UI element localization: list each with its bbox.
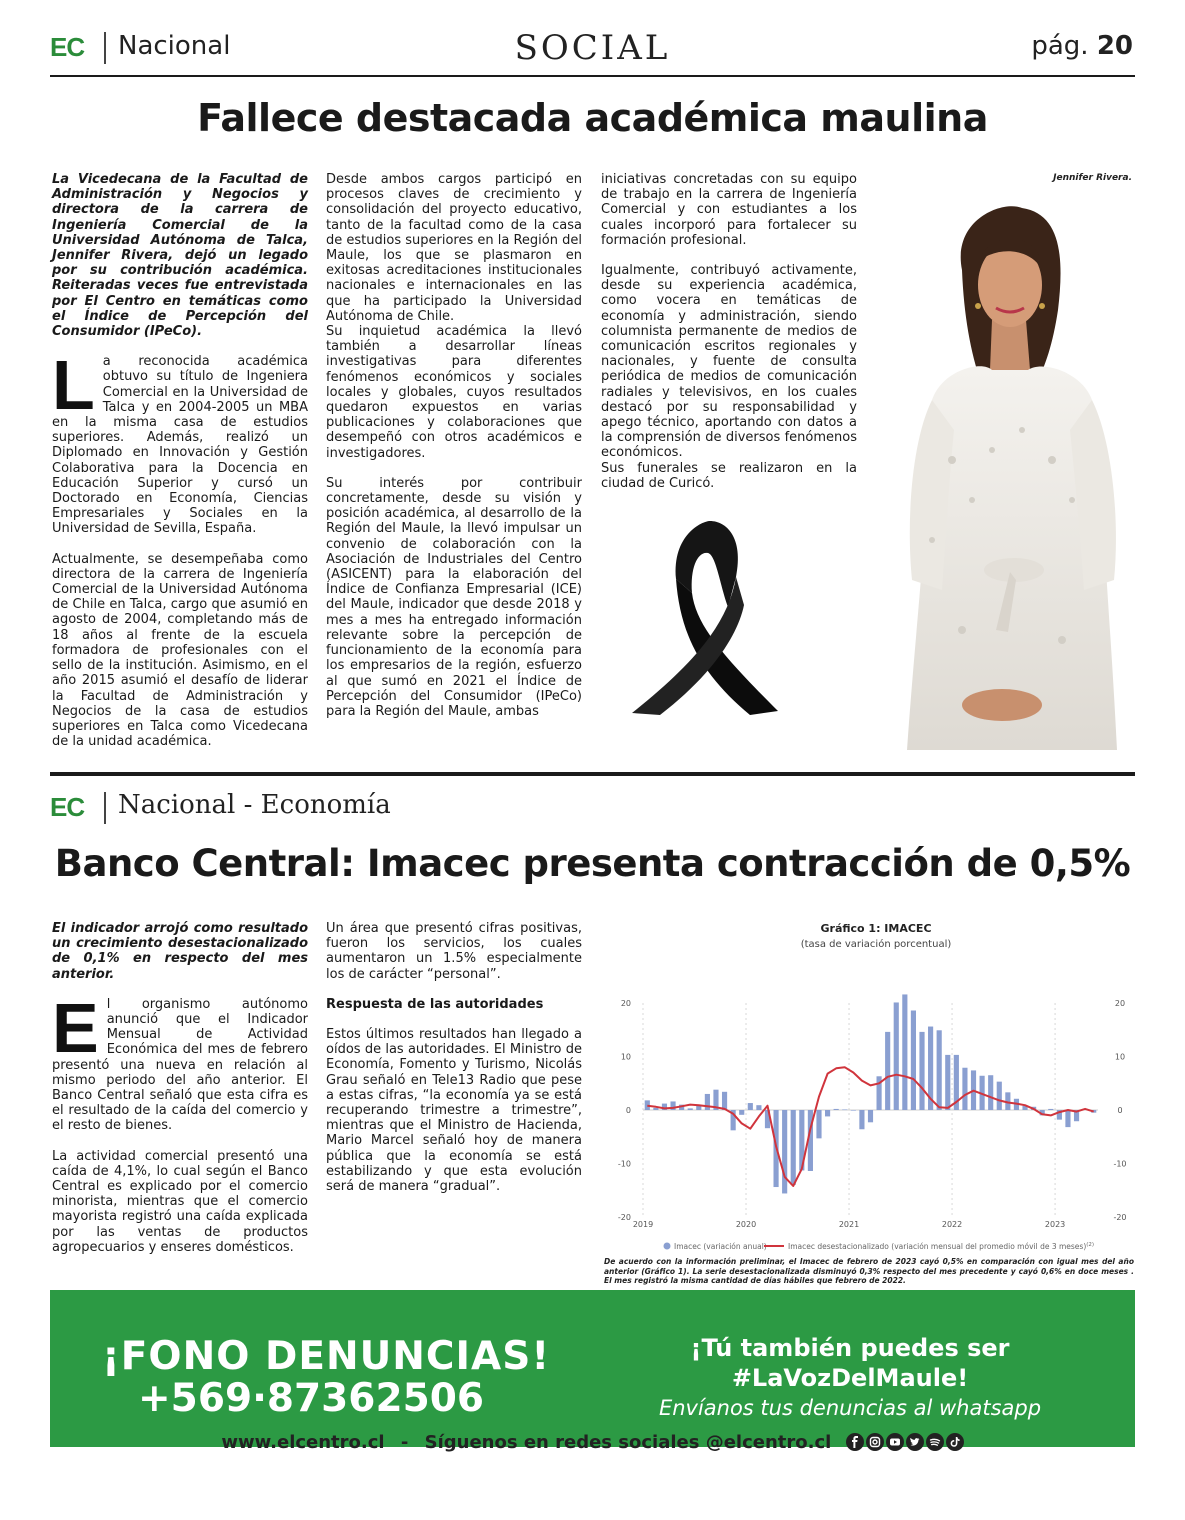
header-rule [50,75,1135,77]
chart-legend [664,1242,1095,1251]
chart-bar [739,1110,744,1115]
page-number: 20 [1096,31,1133,61]
banner-phone[interactable]: +569·87362506 [138,1376,484,1421]
chart-title: Gráfico 1: IMACEC [820,922,932,935]
article2-col1-p2: La actividad comercial presentó una caída de 4,1%, lo cual según el Banco Central es explicado por el comercio minorista, mientras que el comercio mayorista registró una caída explicada por las ventas de productos agropecuarios y enseres domésticos. [52,1148,308,1255]
article1-col1-p2: Actualmente, se desempeñaba como directora de la carrera de Ingeniería Comercial de la Universidad Autónoma de Chile en Talca, cargo que asumió en agosto de 2004, completando más de 18 años al frente de la escuela formadora de profesionales con el sello de la institución. Asimismo, en el año 2015 asumió el desafío de liderar la Facultad de Administración y Negocios de la casa de estudios superiores en Talca como Vicedecana de la unidad académica. [52,551,308,750]
chart-xtick: 2022 [941,1220,963,1229]
chart-bar [653,1108,658,1110]
chart-bar [962,1068,967,1110]
chart-bar [919,1032,924,1110]
article2-lead: El indicador arrojó como resultado un crecimiento desestacionalizado de 0,1% en respecto del mes anterior. [52,921,308,982]
chart-ytick-left: -20 [617,1213,631,1222]
chart-bar [1048,1109,1053,1110]
page-number-block [1031,31,1133,61]
footer-social-icons [846,1433,964,1451]
brand-letter-e: E [50,32,67,62]
chart-ytick-right: -20 [1113,1213,1127,1222]
chart-ytick-left: 0 [625,1106,631,1115]
imacec-chart [598,915,1135,1255]
article2-col2-subhead: Respuesta de las autoridades [326,996,544,1012]
article1-dropcap: L [52,346,95,425]
article2-col1-p1: l organismo autónomo anunció que el Indicador Mensual de Actividad Económica del mes de febrero presentó una nueva en relación al mismo periodo del año anterior. El Banco Central señaló que esta cifra es el resultado de la caída del comercio y el resto de bienes. [52,996,308,1134]
chart-bar [816,1110,821,1138]
article1-col2-p2: Su inquietud académica la llevó también a desarrollar líneas investigativas para diferentes fenómenos económicos y sociales locales y globales, cuyos resultados quedaron expuestos en varias publicaciones y colaboraciones que desempeñó con otros académicos e investigadores. [326,324,582,461]
article2-column-2 [326,921,582,1194]
banner-right-line1: ¡Tú también puedes ser [690,1334,1010,1362]
chart-xtick: 2019 [632,1220,654,1229]
chart-bar [911,1010,916,1110]
legend-line-label [788,1242,1094,1251]
legend-bar-marker [664,1243,671,1250]
chart-bar [937,1030,942,1110]
chart-bar [705,1094,710,1110]
chart-xtick: 2021 [838,1220,860,1229]
section-label: Nacional [118,31,231,61]
chart-ytick-right: 0 [1117,1106,1123,1115]
legend-line-sup: (2) [1086,1242,1095,1248]
chart-xtick: 2023 [1044,1220,1066,1229]
article2-column-1 [52,921,308,1255]
whatsapp-banner [50,1290,1135,1447]
footer [0,1432,1185,1453]
chart-bar [868,1110,873,1122]
article1-headline: Fallece destacada académica maulina [197,96,988,140]
photo-caption: Jennifer Rivera. [1053,173,1132,183]
chart-ytick-right: -10 [1113,1159,1127,1169]
article1-column-2 [326,172,582,719]
chart-bar [842,1109,847,1110]
chart-bar [756,1105,761,1110]
chart-bar [945,1055,950,1110]
mourning-ribbon-icon [632,515,778,715]
spotify-icon[interactable] [926,1433,944,1451]
article1-col3-p2: Igualmente, contribuyó activamente, desde su experiencia académica, como vocera en temáticas de economía y administración, siendo columnista permanente de medios de comunicación escritos regionales y nacionales, y fuente de consulta periódica de medios de comunicación radiales y televisivos, en los cuales destacó por su responsabilidad y apego técnico, aportando con datos a la comprensión de diversos fenómenos económicos. [601,263,857,461]
legend-bar-label: Imacec (variación anual) [674,1242,767,1251]
chart-bar [834,1109,839,1110]
article1-column-3 [601,172,857,491]
tiktok-icon[interactable] [946,1433,964,1451]
instagram-icon[interactable] [866,1433,884,1451]
chart-bar [688,1108,693,1110]
chart-bar [825,1110,830,1116]
chart-bar [782,1110,787,1193]
chart-bar [894,1002,899,1110]
chart-bar [997,1082,1002,1110]
chart-ytick-left: 10 [620,1052,631,1062]
banner-hashtag[interactable]: #LaVozDelMaule! [731,1364,969,1392]
chart-bar [851,1110,856,1111]
article1-col1-p1: a reconocida académica obtuvo su título de Ingeniera Comercial en la Universidad de Talca y en 2004-2005 un MBA en la misma casa de estudios superiores. Además, realizó un Diplomado en Innovación y Gestión Colaborativa para la Docencia en Educación Superior y cursó un Doctorado en Economía, Ciencias Empresariales y Sociales en la Universidad de Sevilla, España. [52,354,308,537]
chart-ytick-right: 10 [1114,1052,1126,1062]
chart-xtick: 2020 [735,1220,757,1229]
twitter-icon[interactable] [906,1433,924,1451]
facebook-icon[interactable] [846,1433,864,1451]
article2-dropcap: E [52,988,99,1067]
article2-col2-p2: Estos últimos resultados han llegado a oídos de las autoridades. El Ministro de Economía, Fomento y Turismo, Nicolás Grau señaló en Tele13 Radio que pese a estas cifras, “la economía ya se está recuperando trimestre a trimestre”, mientras que el Ministro de Hacienda, Mario Marcel señaló hoy de manera pública que la economía se está estabilizando y que esta evolución será de manera “gradual”. [326,1027,582,1195]
chart-ytick-left: 20 [620,999,631,1008]
article2-headline: Banco Central: Imacec presenta contracción de 0,5% [54,842,1131,885]
article1-paragraph [52,346,308,537]
article1-col3-p1: iniciativas concretadas con su equipo de trabajo en la carrera de Ingeniería Comercial y con estudiantes a los cuales incorporó para fortalecer su formación profesional. [601,172,857,248]
chart-caption: De acuerdo con la información preliminar, el Imacec de febrero de 2023 cayó 0,5% en comparación con igual mes del año anterior (Gráfico 1). La serie desestacionalizada disminuyó 0,3% respecto del mes precedente y cayó 0,6% en doce meses . El mes registró la misma cantidad de días hábiles que febrero de 2022. [604,1257,1134,1286]
chart-ytick-right: 20 [1114,999,1126,1008]
banner-right-line3: Envíanos tus denuncias al whatsapp [658,1396,1042,1420]
section2-separator [104,792,106,824]
section-divider [50,772,1135,776]
article1-col3-p3: Sus funerales se realizaron en la ciudad de Curicó. [601,460,857,491]
footer-website-link[interactable]: www.elcentro.cl [221,1432,385,1453]
section2-label: Nacional - Economía [118,790,391,820]
brand-letter-c: C [66,32,85,62]
youtube-icon[interactable] [886,1433,904,1451]
article1-col2-p1: Desde ambos cargos participó en procesos claves de crecimiento y consolidación del proyecto educativo, tanto de la facultad como de la casa de estudios superiores en la Región del Maule, los que se plasmaron en exitosas acreditaciones institucionales nacionales e internacionales en las que ha participado la Universidad Autónoma de Chile. [326,172,582,324]
footer-social-text: Síguenos en redes sociales @elcentro.cl [424,1432,832,1453]
portrait-photo [892,200,1132,750]
legend-line-text: Imacec desestacionalizado (variación mensual del promedio móvil de 3 meses) [788,1242,1087,1251]
chart-bar [722,1092,727,1110]
article2-paragraph [52,988,308,1134]
chart-subtitle: (tasa de variación porcentual) [800,939,952,950]
center-title: SOCIAL [514,28,671,68]
chart-series-line [647,1067,1093,1186]
page-prefix: pág. [1031,31,1089,61]
chart-bar [988,1075,993,1110]
chart-bar [1065,1110,1070,1127]
chart-ytick-left: -10 [617,1159,631,1169]
footer-sep: - [400,1432,409,1453]
brand-letter-c: C [66,792,85,822]
article1-col2-p3: Su interés por contribuir concretamente, desde su visión y posición académica, al desarrollo de la Región del Maule, la llevó impulsar un convenio de colaboración con la Asociación de Industriales del Centro (ASICENT) para la elaboración del Índice de Confianza Empresarial (ICE) del Maule, indicador que desde 2018 y mes a mes ha entregado información relevante sobre la percepción de funcionamiento de la economía para los empresarios de la región, esfuerzo al que sumó en 2021 el Índice de Percepción del Consumidor (IPeCo) para la Región del Maule, ambas [326,475,582,719]
article1-column-1 [52,172,308,749]
brand-letter-e: E [50,792,67,822]
brand-logo-2 [50,792,84,823]
chart-bar [859,1110,864,1129]
chart-bar [902,994,907,1110]
article2-col2-p1: Un área que presentó cifras positivas, fueron los servicios, los cuales aumentaron un 1.5% especialmente los de carácter “personal”. [326,921,582,982]
chart-bar [791,1110,796,1185]
article1-lead: La Vicedecana de la Facultad de Administración y Negocios y directora de la carrera de Ingeniería Comercial de la Universidad Autónoma de Talca, Jennifer Rivera, dejó un legado por su contribución académica. Reiteradas veces fue entrevistada por El Centro en temáticas como el Índice de Percepción del Consumidor (IPeCo). [52,172,308,340]
chart-bar [885,1032,890,1110]
banner-left-line1: ¡FONO DENUNCIAS! [102,1334,551,1379]
chart-bar [748,1103,753,1110]
